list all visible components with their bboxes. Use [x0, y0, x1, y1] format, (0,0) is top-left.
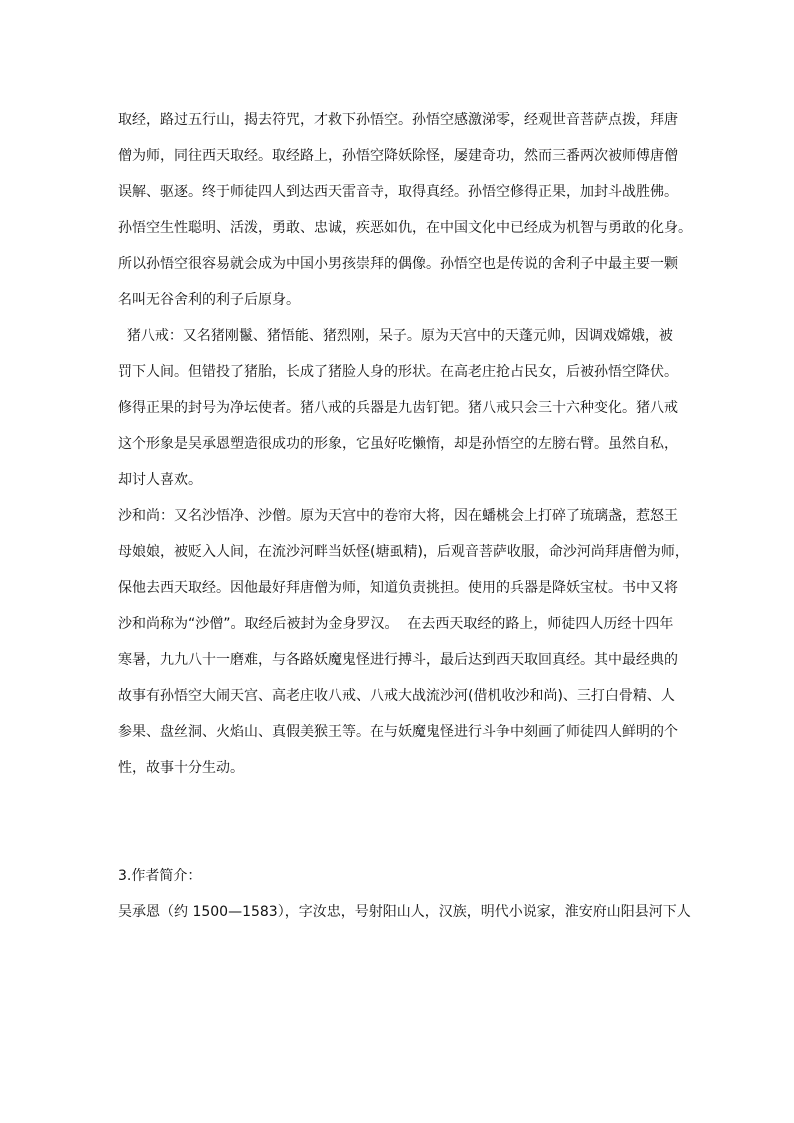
text-line: 名叫无谷舍利的利子后原身。 — [118, 292, 300, 308]
document-body — [118, 102, 692, 930]
paragraph-sha-heshang — [118, 498, 689, 786]
text-line: 僧为师，同往西天取经。取经路上，孙悟空降妖除怪，屡建奇功，然而三番两次被师傅唐僧 — [118, 148, 678, 164]
text-line: 参果、盘丝洞、火焰山、真假美猴王等。在与妖魔鬼怪进行斗争中刻画了师徒四人鲜明的个 — [118, 724, 678, 740]
paragraph-spacer — [118, 786, 684, 822]
text-line: 沙和尚称为“沙僧”。取经后被封为金身罗汉。 在去西天取经的路上，师徒四人历经十四年 — [118, 616, 674, 632]
text-line: 这个形象是吴承恩塑造很成功的形象，它虽好吃懒惰，却是孙悟空的左膀右臂。虽然自私， — [118, 436, 678, 452]
text-line: 修得正果的封号为净坛使者。猪八戒的兵器是九齿钉钯。猪八戒只会三十六种变化。猪八戒 — [118, 400, 678, 416]
text-line: 却讨人喜欢。 — [118, 472, 202, 488]
text-line: 母娘娘，被贬入人间，在流沙河畔当妖怪(塘虱精)，后观音菩萨收服，命沙河尚拜唐僧为师， — [118, 544, 689, 560]
text-line: 保他去西天取经。因他最好拜唐僧为师，知道负责挑担。使用的兵器是降妖宝杖。书中又将 — [118, 580, 678, 596]
paragraph-spacer — [118, 822, 684, 858]
text-line: 寒暑，九九八十一磨难，与各路妖魔鬼怪进行搏斗，最后达到西天取回真经。其中最经典的 — [118, 652, 678, 668]
section-heading: 3.作者简介： — [118, 868, 202, 884]
text-line: 取经，路过五行山，揭去符咒，才救下孙悟空。孙悟空感激涕零，经观世音菩萨点拨，拜唐 — [118, 112, 678, 128]
text-line: 性，故事十分生动。 — [118, 760, 244, 776]
text-line: 所以孙悟空很容易就会成为中国小男孩崇拜的偶像。孙悟空也是传说的舍利子中最主要一颗 — [118, 256, 678, 272]
text-line: 故事有孙悟空大闹天宫、高老庄收八戒、八戒大战流沙河(借机收沙和尚)、三打白骨精、人 — [118, 688, 675, 704]
paragraph-sun-wukong — [118, 102, 692, 318]
author-intro-line: 吴承恩（约 1500—1583），字汝忠，号射阳山人，汉族，明代小说家，淮安府山阳县河下人 — [118, 904, 691, 920]
text-line: 罚下人间。但错投了猪胎，长成了猪脸人身的形状。在高老庄抢占民女，后被孙悟空降伏。 — [118, 364, 678, 380]
text-line: 猪八戒：又名猪刚鬣、猪悟能、猪烈刚，呆子。原为天宫中的天蓬元帅，因调戏嫦娥，被 — [118, 328, 673, 344]
text-line: 沙和尚：又名沙悟净、沙僧。原为天宫中的卷帘大将，因在蟠桃会上打碎了琉璃盏，惹怒王 — [118, 508, 678, 524]
text-line: 孙悟空生性聪明、活泼，勇敢、忠诚，疾恶如仇，在中国文化中已经成为机智与勇敢的化身。 — [118, 220, 692, 236]
text-line: 误解、驱逐。终于师徒四人到达西天雷音寺，取得真经。孙悟空修得正果，加封斗战胜佛。 — [118, 184, 678, 200]
paragraph-zhu-bajie — [118, 318, 684, 498]
